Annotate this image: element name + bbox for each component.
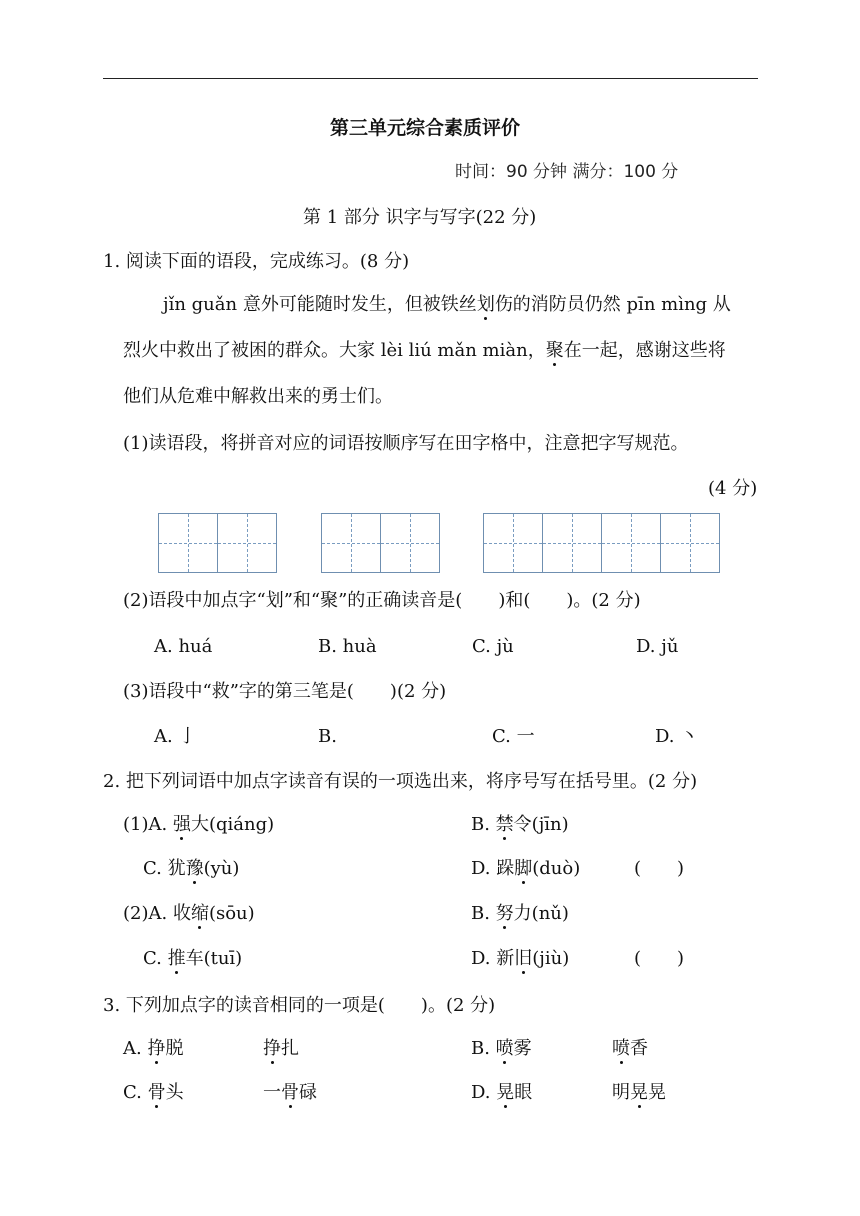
q2-g2-option-b[interactable]: B. 努力(nǔ)	[471, 903, 569, 924]
part-heading: 第 1 部分 识字与写字(22 分)	[303, 207, 537, 228]
dotted-char: 聚	[545, 340, 564, 361]
option-d[interactable]: D. jǔ	[636, 636, 679, 657]
q3-option-a-word2: 挣扎	[263, 1038, 299, 1059]
passage-line-2: 烈火中救出了被困的群众。大家 lèi liú mǎn miàn，聚在一起，感谢这些将	[123, 340, 726, 361]
exam-meta: 时间：90 分钟 满分：100 分	[455, 162, 679, 182]
q3-option-c[interactable]: C. 骨头	[123, 1082, 184, 1103]
writing-grid-1[interactable]	[158, 513, 277, 573]
sub-question-3: (3)语段中“救”字的第三笔是( )(2 分)	[123, 681, 447, 702]
q2-g2-option-d[interactable]: D. 新旧(jiù)	[471, 948, 570, 969]
grid-cell[interactable]	[542, 513, 601, 573]
grid-cell[interactable]	[321, 513, 380, 573]
q3-option-d-word2: 明晃晃	[612, 1082, 666, 1103]
q2-g2-option-a[interactable]: (2)A. 收缩(sōu)	[123, 903, 255, 924]
q2-g1-option-a[interactable]: (1)A. 强大(qiáng)	[123, 814, 275, 835]
option-b[interactable]: B.	[318, 726, 337, 747]
q2-g1-option-c[interactable]: C. 犹豫(yù)	[143, 858, 240, 879]
passage-line-3: 他们从危难中解救出来的勇士们。	[123, 386, 393, 407]
q2-g1-option-b[interactable]: B. 禁令(jīn)	[471, 814, 569, 835]
answer-parentheses[interactable]: ( )	[634, 948, 685, 969]
grid-cell[interactable]	[217, 513, 277, 573]
writing-grid-3[interactable]	[483, 513, 720, 573]
passage-line-1: jǐn guǎn 意外可能随时发生，但被铁丝划伤的消防员仍然 pīn mìng 从	[163, 294, 731, 315]
option-a[interactable]: A. 亅	[154, 726, 197, 747]
q2-g2-option-c[interactable]: C. 推车(tuī)	[143, 948, 243, 969]
q3-option-b-word2: 喷香	[612, 1038, 648, 1059]
q3-option-a[interactable]: A. 挣脱	[123, 1038, 184, 1059]
option-d[interactable]: D. 丶	[655, 726, 699, 747]
option-b[interactable]: B. huà	[318, 636, 377, 657]
option-c[interactable]: C. jù	[472, 636, 514, 657]
question-2-stem: 2. 把下列词语中加点字读音有误的一项选出来，将序号写在括号里。(2 分)	[103, 771, 698, 792]
sub-question-1-score: (4 分)	[708, 478, 758, 499]
q2-g1-option-d[interactable]: D. 跺脚(duò)	[471, 858, 581, 879]
option-c[interactable]: C. 一	[492, 726, 535, 747]
grid-cell[interactable]	[601, 513, 660, 573]
option-a[interactable]: A. huá	[154, 636, 213, 657]
q3-option-b[interactable]: B. 喷雾	[471, 1038, 532, 1059]
grid-cell[interactable]	[380, 513, 440, 573]
sub-question-1: (1)读语段，将拼音对应的词语按顺序写在田字格中，注意把字写规范。	[123, 433, 689, 454]
q3-option-c-word2: 一骨碌	[263, 1082, 317, 1103]
dotted-char: 划	[476, 294, 495, 315]
question-3-stem: 3. 下列加点字的读音相同的一项是( )。(2 分)	[103, 995, 496, 1016]
page-title: 第三单元综合素质评价	[330, 117, 521, 139]
question-1-stem: 1. 阅读下面的语段，完成练习。(8 分)	[103, 251, 410, 272]
grid-cell[interactable]	[660, 513, 720, 573]
q3-option-d[interactable]: D. 晃眼	[471, 1082, 533, 1103]
top-rule	[103, 78, 758, 79]
sub-question-2: (2)语段中加点字“划”和“聚”的正确读音是( )和( )。(2 分)	[123, 590, 641, 611]
writing-grid-2[interactable]	[321, 513, 440, 573]
answer-parentheses[interactable]: ( )	[634, 858, 685, 879]
grid-cell[interactable]	[483, 513, 542, 573]
grid-cell[interactable]	[158, 513, 217, 573]
